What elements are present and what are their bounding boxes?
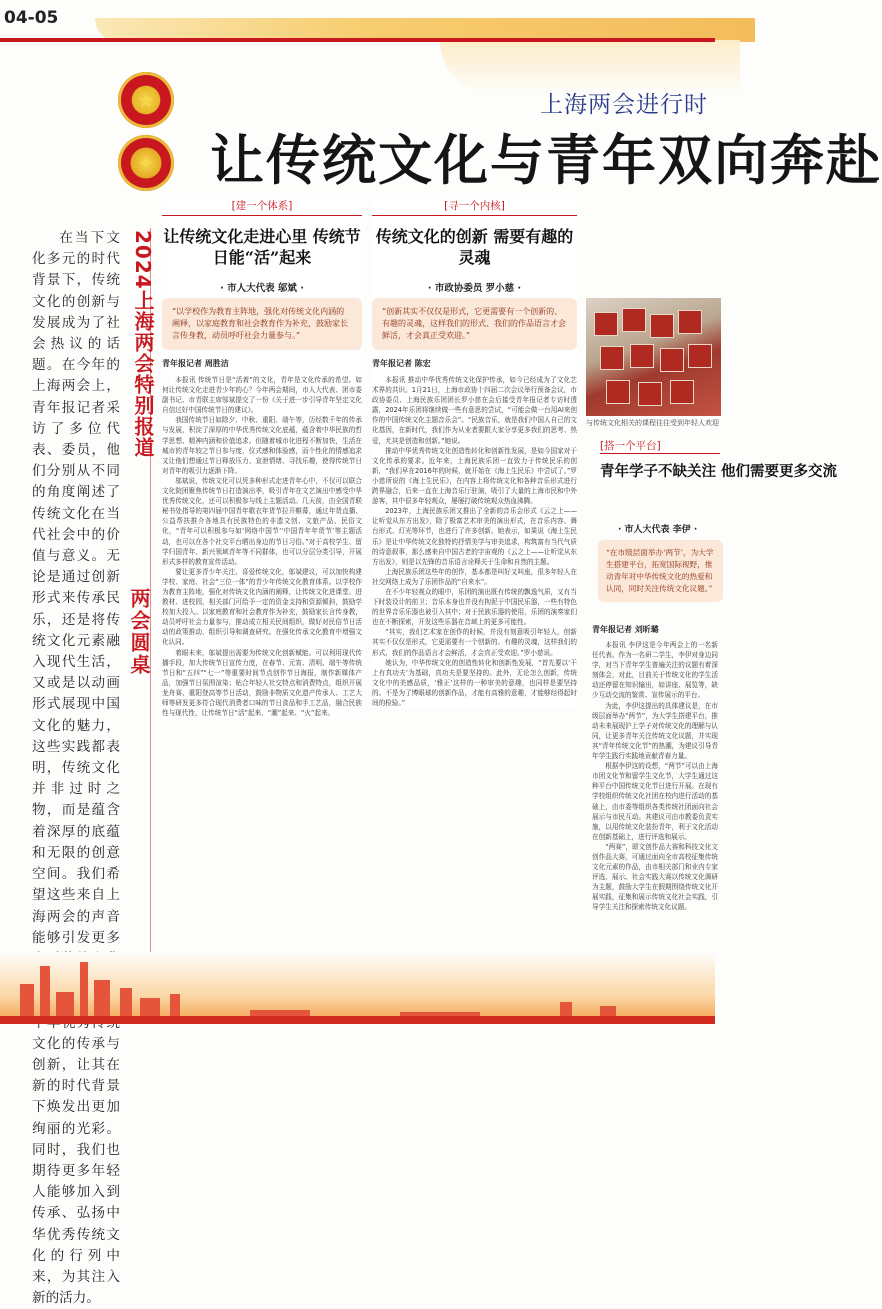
paragraph: 本报讯 李伊这是今年两会上的一名新任代表。作为一名研二学生，李伊对身边同学，对当下青年学生普遍关注的议题有着深刻体会，对此，目前关于传统文化的学生活动还停留在知识输出，如讲座、展览等，缺少互动交流的鉴赏、宣传展示的平台。 xyxy=(592,641,718,700)
article-1-body xyxy=(162,375,362,718)
article-3-person: · 市人大代表 李伊 · xyxy=(618,525,698,535)
paragraph: 上海民族乐团这些年的创作，基本都是叫好又叫座，很多年轻人在社交网络上成为了乐团作品的“自来水”。 xyxy=(372,567,577,586)
seal-stamp xyxy=(670,380,694,404)
article-3-title: 青年学子不缺关注 他们需要更多交流 xyxy=(600,463,838,480)
photo-caption: 与传统文化相关的课程往往受到年轻人欢迎 xyxy=(586,419,719,427)
article-2-tag: [寻一个内核] xyxy=(372,198,577,216)
article-3-reporter: 青年报记者 刘昕璐 xyxy=(592,625,659,634)
article-2-quote: “创新其实不仅仅是形式，它更需要有一个创新的、有趣的灵魂，这样我们的形式、我们的作品语言才会鲜活，才会真正受欢迎。” xyxy=(372,298,577,350)
seal-stamp xyxy=(606,380,630,404)
seal-stamp xyxy=(660,348,684,372)
article-2-title: 传统文化的创新 需要有趣的灵魂 xyxy=(375,227,574,267)
paragraph: “两赛”，即文创作品大赛和科技文化文创作品大赛，可通过面向全市高校征集传统文化元素的作品，由市相关部门和业内专家评选、展示。社会实践大赛以传统文化调研为主题，鼓励大学生在假期围绕传统文化开展实践，征集和展示传统文化社会实践，引导学生关注和探索传统文化议题。 xyxy=(592,842,718,912)
skyline-building xyxy=(80,962,88,1024)
paragraph: 要让更多青少年关注、喜爱传统文化，邬斌建议，可以加快构建学校、家庭、社会“三位一体”的青少年传统文化教育体系。以学校作为教育主阵地，强化对传统文化内涵的阐释，让传统文化进课堂、进教材、进校园，相关部门可给予一定的资金支持和资源倾斜，鼓励学校加大投入。以家庭教育和社会教育作为补充，鼓励家长言传身教，动员呼吁社会力量参与，推动成立相关民间组织，做好对民俗节日活动的政策推动、组织引导和调查研究。在强化传承文化教育中增强文化认同。 xyxy=(162,567,362,647)
article-2-person: · 市政协委员 罗小慈 · xyxy=(427,283,522,294)
paragraph: 本报讯 传统节日是“活着”的文化，青年是文化传承的希望。如何让传统文化走进青少年的心？今年两会期间，市人大代表、团市委副书记、市青联主席邬斌提交了一份《关于进一步引导青年坚定文化自信过好中国传统节日的建议》。 xyxy=(162,376,362,415)
paragraph: 邬斌说，传统文化可以凭多种形式走进青年心中，不仅可以联合文化院团聚焦传统节日打造演出季，吸引青年在文艺演出中感受中华优秀传统文化，还可以积极参与线上主题活动。几天前，由全国青联秘书处指导的第四届中国青年歌衣年货节拉开帷幕，通过年货直播、公益帮扶推介各地具有民族特色的非遗文创、文旅产品、民俗文化，“青年可以积极参与如‘网络中国节’‘中国青年年货节’等主题活动，也可以在各个社交平台晒出身边的节日习俗。”对于高校学生、留学归国青年、新兴领域青年等不同群体，也可以分层分类引导，开展形式多样的教育宣传活动。 xyxy=(162,476,362,566)
seal-stamp xyxy=(678,310,702,334)
article-2 xyxy=(372,198,577,708)
paragraph: 推动中华优秀传统文化创造性转化和创新性发展，是如今国家对于文化传承的要求。近年来，上海民族乐团一直致力于传统民乐的创新，“我们早在2016年的时候，就开始在《海上生民乐》中尝试了。”罗小慈所说的《海上生民乐》，在内容上将传统文化和各种音乐形式进行跨界融合，后来一直在上海音乐厅驻演，吸引了大量的上海市民和中外游客，其中很多年轻观众，屡屡打破传统观众热血沸腾。 xyxy=(372,446,577,506)
national-emblem-icon: ★ xyxy=(118,72,174,128)
page-headline: 让传统文化与青年双向奔赴 xyxy=(210,129,882,192)
seal-carving-photo xyxy=(586,298,721,416)
paragraph: 她认为，中华传统文化的创造性转化和创新性发展，“首先要以‘干上有真功夫’为基础，真功夫是要坚持的。此外，无论怎么创新，传统文化中的美感品质，‘雅正’这样的一种审美的意趣，也同样是要坚持的。不是为了博眼球的创新作品，才能有高雅的意趣，才能够经得起时间的检验。” xyxy=(372,658,577,707)
article-1-reporter: 青年报记者 周胜洁 xyxy=(162,359,229,368)
article-2-reporter: 青年报记者 陈宏 xyxy=(372,359,431,368)
header-stripe xyxy=(0,38,715,42)
paragraph: 着眼未来，邬斌提出需要为传统文化创新赋能。可以利用现代传播手段，加大传统节日宣传力度，在春节、元宵、清明、端午等传统节日和“五四”“七一”等重要时间节点创作节日海报，制作新媒体产品，加强节日氛围渲染；贴合年轻人社交特点和消费特点，组织开展龙舟赛、重阳登高等节日活动，鼓励非物质文化遗产传承人、工艺大师等研发更多符合现代消费者口味的节日食品和手工艺品，融合民族性与现代性，让传统节日“活”起来、“潮”起来、“火”起来。 xyxy=(162,648,362,718)
paragraph: 本报讯 推动中华优秀传统文化保护传承，如今已经成为了文化艺术界的共识。1月21日，上海市政协十四届二次会议举行预备会议，市政协委员、上海民族乐团团长罗小慈在会后接受青年报记者专访时透露，2024年乐团将继续做一些有意思的尝试，“可能会做一台用AI来创作的中国传统文化主题音乐会”。“民族音乐，就是我们中国人自己的文化基因，在新时代，我们作为从业者要跟大家分享更多我们的思考、热爱，尤其是创造和创新。”她说。 xyxy=(372,376,577,445)
seal-stamp xyxy=(622,308,646,332)
series-title: 2024上海两会特别报道 xyxy=(131,230,155,458)
footer-skyline xyxy=(0,952,715,1024)
seal-stamp xyxy=(594,312,618,336)
article-1-tag: [建一个体系] xyxy=(162,198,362,216)
page-number: 04-05 xyxy=(4,8,59,28)
article-2-body xyxy=(372,375,577,708)
seal-stamp xyxy=(638,382,662,406)
cppcc-emblem-icon: ✦ xyxy=(118,135,174,191)
article-1-person: · 市人大代表 邬斌 · xyxy=(220,283,304,294)
article-1-quote: “以学校作为教育主阵地，强化对传统文化内涵的阐释，以家庭教育和社会教育作为补充，鼓励家长言传身教，动员呼吁社会力量参与。” xyxy=(162,298,362,350)
seal-stamp xyxy=(630,344,654,368)
paragraph: 我国传统节日如除夕、中秋、重阳、端午等，历经数千年的传承与发展，积淀了深厚的中华优秀传统文化底蕴，蕴含着中华民族的哲学思想、精神内涵和价值追求。但随着城市化进程不断加快，生活在城市的青年较之节日参与度、仪式感和体验感，而个性化的情感追求又让他们想通过节日释放压力、宣泄情绪、寻找乐趣，使得传统节日对青年的吸引力逐渐下降。 xyxy=(162,416,362,475)
paragraph: 为此，李伊这提出的具体建议是，在市级层面举办“两节”，为大学生搭建平台，推动未来展现沪上学子对传统文化的理解与认同，让更多青年关注传统文化议题，并实现其“青年传统文化节”的热潮，为建议引导青年学生践行实践地贡献青春力量。 xyxy=(592,701,718,761)
article-1 xyxy=(162,198,362,718)
article-3-tag: [搭一个平台] xyxy=(600,438,720,454)
page-subhead: 上海两会进行时 xyxy=(540,92,708,118)
seal-stamp xyxy=(650,314,674,338)
paragraph: 2023年，上海民族乐团又推出了全新的音乐会形式《云之上——让听觉从东方出发》，除了极富艺术审美的演出形式，在音乐内容、舞台形式、灯光等环节，也进行了许多创新。她表示，如果说《海上生民乐》是让中华传统文化独特的抒情美学与审美追求，构筑富有当代气质的诗意叙事，那么感来自中国古老的宇宙观的《云之上——让听觉从东方出发》，则是以先锋的音乐语言诠释关于生命和自然的主题。 xyxy=(372,507,577,566)
section-title: 两会圆桌 xyxy=(127,588,151,676)
paragraph: 根据李伊这的设想，“两节”可以由上海市团文化节和留学生文化节，大学生通过这种平台中国传统文化节日进行开展。在现有学校组织传统文化社团在校内进行活动的基础上，由市委等组织各类传统社团面向社会展示与市民互动。其建议可由市教委负责实施，以用传统文化装扮青年，利于文化活动在创新基础上，进行评选和展示。 xyxy=(592,762,718,841)
article-3-quote: “在市级层面举办‘两节’，为大学生搭建平台，拓宽国际视野，推动青年对中华传统文化的热爱和认同，同时关注传统文化议题。” xyxy=(598,540,723,602)
paragraph: “其实，我们艺术家在创作的时候，并没有刻意吸引年轻人，创新其实不仅仅是形式，它更需要有一个创新的、有趣的灵魂，这样我们的形式、我们的作品语言才会鲜活，才会真正受欢迎。”罗小慈说。 xyxy=(372,628,577,657)
article-3-body xyxy=(592,640,718,913)
paragraph: 在不少年轻观众的眼中，乐团的演出既有传统的飘逸气质，又有当下时装设计的前卫；音乐本身也并没有拘泥于中国民乐器，一些有特色的世界音乐乐器也被引入其中；对于民族乐器的使用，乐团的演奏家们也在不断探索，开发这些乐器在音域上的更多可能性。 xyxy=(372,587,577,627)
seal-stamp xyxy=(688,344,712,368)
article-1-title: 让传统文化走进心里 传统节日能“活”起来 xyxy=(163,227,361,267)
intro-text: 在当下文化多元的时代背景下，传统文化的创新与发展成为了社会热议的话题。在今年的上海两会上，青年报记者采访了多位代表、委员，他们分别从不同的角度阐述了传统文化在当代社会中的价值与意义。无论是通过创新形式来传承民乐，还是将传统文化元素融入现代生活，又或是以动画形式展现中国文化的魅力，这些实践都表明，传统文化并非过时之物，而是蕴含着深厚的底蕴和无限的创意空间。我们希望这些来自上海两会的声音能够引发更多 文化的传承与创新，让其在新的时代背景下焕发出更加绚丽的光彩。同时，我们也期待更多年轻人能够加入到传承、弘扬中华优秀传统文化的行列中来，为其注入新的活力。 xyxy=(32,230,120,1307)
seal-stamp xyxy=(600,346,624,370)
footer-stripe xyxy=(0,1016,715,1024)
